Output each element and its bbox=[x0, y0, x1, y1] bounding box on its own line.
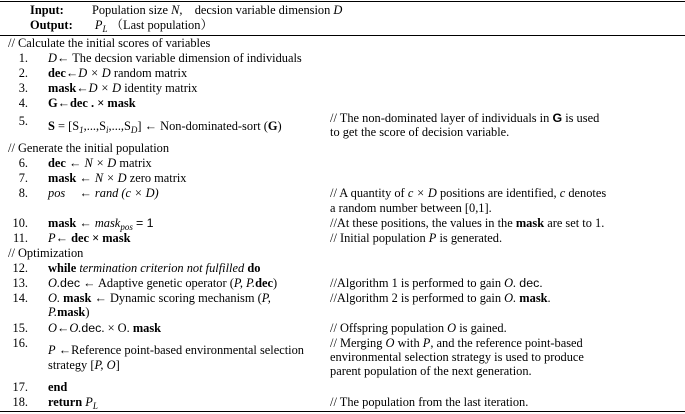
comment-15: // Offspring population O is gained. bbox=[330, 321, 507, 335]
line-number: 10. bbox=[12, 216, 28, 230]
input-row bbox=[30, 3, 342, 17]
section-generate-population: // Generate the initial population bbox=[8, 141, 170, 155]
line-15: O←O.dec. × O. mask bbox=[48, 321, 162, 335]
line-8: pos ← rand (c × D) bbox=[48, 186, 159, 200]
line-number: 16. bbox=[12, 336, 28, 350]
line-16b: strategy [P, O] bbox=[48, 358, 120, 372]
comment-10: //At these positions, the values in the mask are set to 1. bbox=[330, 216, 605, 230]
comment-8: // A quantity of c × D positions are identified, c denotes bbox=[330, 186, 607, 200]
section-optimization: // Optimization bbox=[8, 246, 84, 260]
line-number: 7. bbox=[18, 171, 28, 185]
line-number: 6. bbox=[18, 156, 28, 170]
line-12: while termination criterion not fulfilled do bbox=[48, 261, 261, 275]
line-6: dec ← N × D matrix bbox=[48, 156, 152, 170]
line-14b: P.mask) bbox=[48, 305, 90, 319]
line-3: mask←D × D identity matrix bbox=[48, 81, 198, 95]
input-d: D bbox=[333, 3, 343, 17]
line-number: 4. bbox=[18, 96, 28, 110]
line-17: end bbox=[48, 380, 68, 394]
comment-13: //Algorithm 1 is performed to gain O. dec. bbox=[330, 276, 543, 290]
output-p: P bbox=[94, 18, 103, 32]
line-number: 5. bbox=[18, 114, 28, 128]
line-number: 12. bbox=[12, 261, 28, 275]
input-text: Population size bbox=[91, 3, 169, 17]
output-sub: L bbox=[102, 24, 108, 34]
comment-14: //Algorithm 2 is performed to gain O. mask. bbox=[330, 291, 551, 305]
input-dim-text: decsion variable dimension bbox=[194, 3, 331, 17]
comment-11: // Initial population P is generated. bbox=[330, 231, 503, 245]
line-number: 14. bbox=[12, 291, 28, 305]
output-text: （Last population） bbox=[110, 18, 213, 32]
top-rule bbox=[0, 1, 685, 2]
line-16: P ←Reference point-based environmental selection bbox=[48, 343, 304, 357]
section-initial-scores: // Calculate the initial scores of variables bbox=[8, 36, 211, 50]
line-14: O. mask ← Dynamic scoring mechanism (P, bbox=[48, 291, 271, 305]
input-label: Input: bbox=[30, 3, 64, 17]
comment-16c: parent population of the next generation. bbox=[330, 364, 532, 378]
line-number: 11. bbox=[12, 231, 28, 245]
line-number: 15. bbox=[12, 321, 28, 335]
line-number: 8. bbox=[18, 186, 28, 200]
line-10: mask ← mask$_{pos}$ = 1 bbox=[48, 216, 154, 232]
line-number: 1. bbox=[18, 51, 28, 65]
comment-18: // The population from the last iteration. bbox=[330, 395, 529, 409]
line-11: P← dec × mask bbox=[48, 231, 131, 245]
comment-16: // Merging O with P, and the reference point-based bbox=[330, 336, 583, 350]
line-number: 2. bbox=[18, 66, 28, 80]
line-number: 3. bbox=[18, 81, 28, 95]
line-number: 13. bbox=[12, 276, 28, 290]
bottom-rule bbox=[0, 411, 685, 412]
line-number: 18. bbox=[12, 395, 28, 409]
input-n: N, bbox=[171, 3, 183, 17]
line-number: 17. bbox=[12, 380, 28, 394]
output-label: Output: bbox=[30, 18, 73, 32]
line-1: D← The decsion variable dimension of individuals bbox=[48, 51, 302, 65]
line-5: $S = [S_1,...,S_i,...,S_D]$ ← Non-dominated-sort (G) bbox=[48, 119, 282, 135]
line-4: G←dec . × mask bbox=[48, 96, 136, 110]
line-13: O.dec ← Adaptive genetic operator (P, P.dec) bbox=[48, 276, 278, 290]
comment-8b: a random number between [0,1]. bbox=[330, 201, 492, 215]
output-row bbox=[30, 18, 213, 36]
comment-5b: to get the score of decision variable. bbox=[330, 125, 510, 139]
line-7: mask ← N × D zero matrix bbox=[48, 171, 187, 185]
comment-16b: environmental selection strategy is used to produce bbox=[330, 350, 584, 364]
comment-5: // The non-dominated layer of individuals in G is used bbox=[330, 111, 600, 125]
line-2: dec←D × D random matrix bbox=[48, 66, 188, 80]
line-18: return $P_L$ bbox=[48, 395, 98, 411]
